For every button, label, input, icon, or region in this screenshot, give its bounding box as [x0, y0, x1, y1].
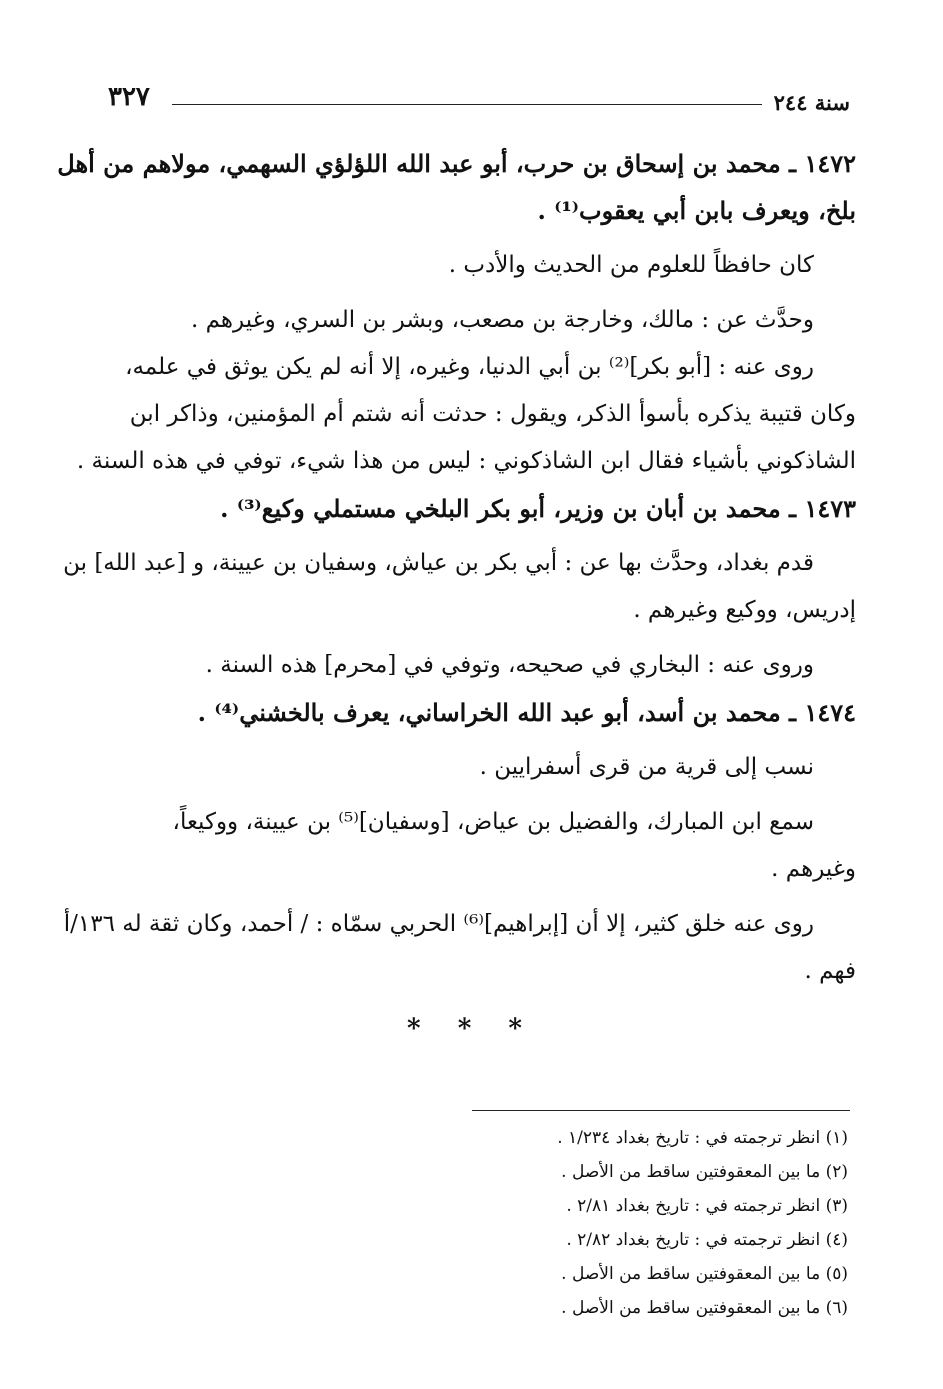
header-rule [172, 104, 762, 105]
paragraph-line: روى عنه خلق كثير، إلا أن [إبراهيم]⁽⁶⁾ الحربي سمّاه : / أحمد، وكان ثقة له ١٣٦/أ [63, 911, 814, 937]
paragraph-line: كان حافظاً للعلوم من الحديث والأدب . [448, 252, 814, 278]
paragraph-line: نسب إلى قرية من قرى أسفرايين . [479, 754, 814, 780]
paragraph-line: سمع ابن المبارك، والفضيل بن عياض، [وسفيان]⁽⁵⁾ بن عيينة، ووكيعاً، [172, 809, 814, 835]
footnote-2: (٢) ما بين المعقوفتين ساقط من الأصل . [561, 1162, 848, 1182]
entry-1473-heading: ١٤٧٣ ـ محمد بن أبان بن وزير، أبو بكر البلخي مستملي وكيع⁽³⁾ . [220, 494, 856, 523]
paragraph-line: وكان قتيبة يذكره بأسوأ الذكر، ويقول : حدثت أنه شتم أم المؤمنين، وذاكر ابن [129, 401, 856, 427]
footnote-4: (٤) انظر ترجمته في : تاريخ بغداد ٢/٨٢ . [566, 1230, 848, 1250]
paragraph-line: روى عنه : [أبو بكر]⁽²⁾ بن أبي الدنيا، وغيره، إلا أنه لم يكن يوثق في علمه، [125, 354, 814, 380]
entry-1472-heading-cont: بلخ، ويعرف بابن أبي يعقوب⁽¹⁾ . [537, 196, 856, 225]
entry-1472-heading: ١٤٧٢ ـ محمد بن إسحاق بن حرب، أبو عبد الله اللؤلؤي السهمي، مولاهم من أهل [57, 149, 856, 178]
footnote-5: (٥) ما بين المعقوفتين ساقط من الأصل . [561, 1264, 848, 1284]
running-head-year: سنة ٢٤٤ [773, 90, 850, 115]
footnotes [108, 1121, 848, 1325]
paragraph-line: وحدَّث عن : مالك، وخارجة بن مصعب، وبشر بن السري، وغيرهم . [190, 307, 814, 333]
footnote-1: (١) انظر ترجمته في : تاريخ بغداد ١/٢٣٤ . [557, 1128, 848, 1148]
footnote-3: (٣) انظر ترجمته في : تاريخ بغداد ٢/٨١ . [566, 1196, 848, 1216]
entry-1474-heading: ١٤٧٤ ـ محمد بن أسد، أبو عبد الله الخراساني، يعرف بالخشني⁽⁴⁾ . [197, 698, 856, 727]
paragraph-line: وغيرهم . [771, 856, 856, 882]
main-text [57, 140, 856, 995]
paragraph-line: قدم بغداد، وحدَّث بها عن : أبي بكر بن عياش، وسفيان بن عيينة، و [عبد الله] بن [63, 550, 814, 576]
footnote-rule [472, 1110, 850, 1111]
paragraph-line: وروى عنه : البخاري في صحيحه، وتوفي في [محرم] هذه السنة . [205, 652, 814, 678]
paragraph-line: فهم . [804, 958, 856, 984]
page-header [108, 82, 850, 122]
footnote-6: (٦) ما بين المعقوفتين ساقط من الأصل . [561, 1298, 848, 1318]
paragraph-line: إدريس، ووكيع وغيرهم . [633, 597, 856, 623]
section-separator: * * * [407, 1014, 536, 1044]
paragraph-line: الشاذكوني بأشياء فقال ابن الشاذكوني : ليس من هذا شيء، توفي في هذه السنة . [76, 448, 856, 474]
page-number: ٣٢٧ [108, 82, 150, 112]
